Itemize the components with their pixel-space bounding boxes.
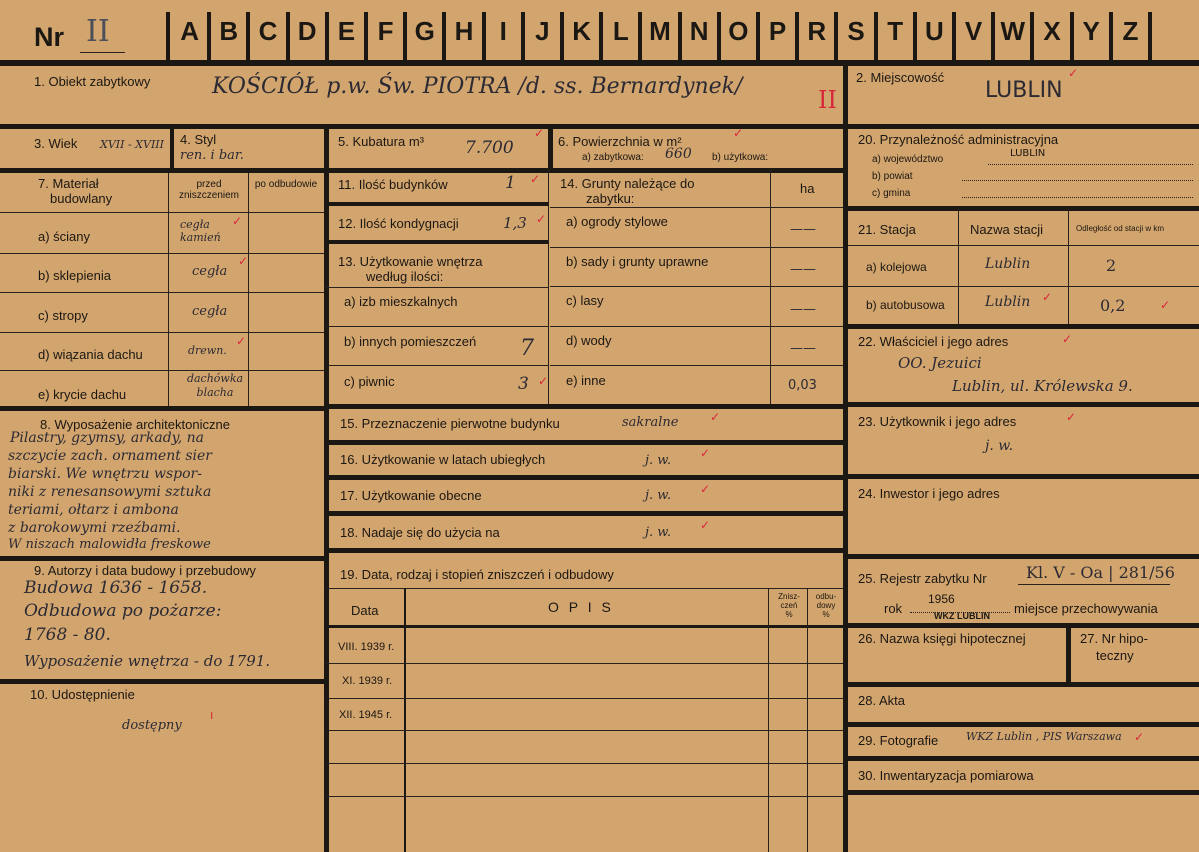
index-letter-j: J xyxy=(535,16,550,46)
field-25-place-label: miejsce przechowywania xyxy=(1014,601,1158,616)
index-letter-r: R xyxy=(807,16,827,46)
field-3-label: 3. Wiek xyxy=(34,136,78,151)
index-letter-n: N xyxy=(689,16,709,46)
field-13a-label: a) izb mieszkalnych xyxy=(344,294,458,309)
field-25-rok-label: rok xyxy=(884,601,903,616)
field-8-line-5: teriami, ołtarz i ambona xyxy=(8,502,179,518)
index-letter-s: S xyxy=(847,16,865,46)
index-letter-h: H xyxy=(454,16,474,46)
field-7e-label: e) krycie dachu xyxy=(38,387,127,402)
field-13b-value: 7 xyxy=(520,336,534,361)
field-28-label: 28. Akta xyxy=(858,693,905,708)
field-2-label: 2. Miejscowość xyxy=(856,70,945,85)
index-letter-v: V xyxy=(964,16,983,46)
field-21-col-dist: Odległość od stacji w km xyxy=(1076,224,1165,233)
field-14c-label: c) lasy xyxy=(566,293,604,308)
field-7e-value: dachówka blacha xyxy=(186,372,244,399)
field-19-col-data: Data xyxy=(351,603,379,618)
index-letter-c: C xyxy=(258,16,278,46)
field-19-col-od-3: % xyxy=(822,610,830,619)
field-21-col-name: Nazwa stacji xyxy=(970,222,1043,237)
field-18-value: j. w. xyxy=(645,525,672,540)
field-8-line-4: niki z renesansowymi sztuka xyxy=(8,484,212,500)
field-29-value: WKZ Lublin , PIS Warszawa xyxy=(966,730,1122,743)
index-letter-t: T xyxy=(887,16,904,46)
index-separator xyxy=(1148,12,1152,62)
field-1-mark: II xyxy=(818,86,837,114)
field-18-label: 18. Nadaje się do użycia na xyxy=(340,525,500,540)
field-7a-value: cegła kamień xyxy=(180,218,221,244)
field-15-label: 15. Przeznaczenie pierwotne budynku xyxy=(340,416,560,431)
field-7b-value: cegła xyxy=(192,264,228,279)
field-9-line-2: Odbudowa po pożarze: xyxy=(24,601,222,621)
field-21b-name: Lublin xyxy=(985,294,1031,310)
field-5-value: 7.700 xyxy=(465,138,514,158)
field-1-label: 1. Obiekt zabytkowy xyxy=(34,74,151,89)
field-7-label-1: 7. Materiał xyxy=(38,176,99,191)
field-14a-label: a) ogrody stylowe xyxy=(566,214,668,229)
field-24-label: 24. Inwestor i jego adres xyxy=(858,486,1000,501)
index-letter-o: O xyxy=(728,16,749,46)
field-14e-value: 0,03 xyxy=(788,378,817,393)
field-9-line-4: Wyposażenie wnętrza - do 1791. xyxy=(24,652,271,670)
field-8-line-2: szczycie zach. ornament sier xyxy=(8,448,212,464)
field-2-value: LUBLIN xyxy=(985,78,1063,103)
field-15-value: sakralne xyxy=(622,415,679,430)
field-7d-label: d) wiązania dachu xyxy=(38,347,143,362)
index-letter-d: D xyxy=(297,16,317,46)
field-23-value: j. w. xyxy=(985,438,1014,454)
field-6-sub1: a) zabytkowa: xyxy=(582,152,644,163)
index-letter-w: W xyxy=(1000,16,1026,46)
field-22-line-1: OO. Jezuici xyxy=(898,354,982,372)
field-22-label: 22. Właściciel i jego adres xyxy=(858,334,1009,349)
field-16-value: j. w. xyxy=(645,453,672,468)
field-19-col-zn-2: czeń xyxy=(780,601,798,610)
field-19-col-zn-1: Znisz- xyxy=(778,592,800,601)
field-1-value: KOŚCIÓŁ p.w. Św. PIOTRA /d. ss. Bernardynek/ xyxy=(212,74,743,99)
field-19-date-3: XII. 1945 r. xyxy=(339,709,393,721)
field-13c-label: c) piwnic xyxy=(344,374,395,389)
field-14a-value: —— xyxy=(790,222,816,237)
index-letter-x: X xyxy=(1043,16,1061,46)
field-14-unit: ha xyxy=(800,181,815,196)
field-27-label-2: teczny xyxy=(1096,648,1134,663)
index-letter-l: L xyxy=(612,16,629,46)
field-7-col2: po odbudowie xyxy=(254,179,318,190)
field-22-line-2: Lublin, ul. Królewska 9. xyxy=(952,377,1133,395)
index-letter-m: M xyxy=(649,16,671,46)
index-letter-f: F xyxy=(377,16,394,46)
field-19-col-zn-3: % xyxy=(785,610,793,619)
field-13c-value: 3 xyxy=(518,374,529,394)
field-25-place-value: WKZ LUBLIN xyxy=(934,611,990,621)
field-29-label: 29. Fotografie xyxy=(858,733,939,748)
field-16-label: 16. Użytkowanie w latach ubiegłych xyxy=(340,452,546,467)
field-5-label: 5. Kubatura m³ xyxy=(338,134,424,149)
index-letter-y: Y xyxy=(1082,16,1100,46)
field-4-label: 4. Styl xyxy=(180,132,217,147)
index-letter-z: Z xyxy=(1122,16,1139,46)
record-card: Nr II A B C D E F G H I J K L M N O P R S T U V W X Y Z 1. Obiekt zabytkowy KOŚCIÓŁ p.w. Św. PIOTRA /d. ss. Bernardynek/ II 2. Miejscowość LUBLIN ✓ 3. Wiek XVII - XVIII 4. Styl ren. i bar. 5. Kubatura m³ 7.700 ✓ 6. Powierzchnia w m² a) zabytkowa: 660 b) użytkowa: ✓ 20. Przynależność administracyjna a) województwo LUBLIN b) powiat c) gmina 7. Materiał budowlany przed zniszczeniem po odbudowie a) ściany cegła kamień b) sklepienia cegła c) stropy cegła d) wiązania dachu drewn. e) krycie dachu dachówka blacha ✓ ✓ ✓ 8. Wyposażenie architektoniczne Pilastry, gzymsy, arkady, na szczycie zach. ornament sier biarski. We wnętrzu wspor- niki z renesansowymi sztuka teriami, ołtarz i ambona z barokowymi rzeźbami. W niszach malowidła freskowe 9. Autorzy i data budowy i przebudowy Budowa 1636 - 1658. Odbudowa po pożarze: 1768 - 80. Wyposażenie wnętrza - do 1791. 10. Udostępnienie dostępny ı 11. Ilość budynków 1 ✓ 12. Ilość kondygnacji 1,3 ✓ 13. Użytkowanie wnętrza według ilości: a) izb mieszkalnych b) innych pomieszczeń 7 c) piwnic 3 ✓ 14. Grunty należące do zabytku: ha a) ogrody stylowe —— b) sady i grunty uprawne —— c) lasy —— d) wody —— e) inne 0,03 15. Przeznaczenie pierwotne budynku sakralne ✓ 16. Użytkowanie w latach ubiegłych j. w. ✓ 17. Użytkowanie obecne j. w. ✓ 18. Nadaje się do użycia na j. w. ✓ 19. Data, rodzaj i stopień zniszczeń i odbudowy Data O P I S Znisz- czeń % odbu- dowy % VIII. 1939 r. XI. 1939 r. XII. 1945 r. 21. Stacja Nazwa stacji Odległość od stacji w km a) kolejowa Lublin 2 b) autobusowa Lublin 0,2 ✓ ✓ 22. Właściciel i jego adres ✓ OO. Jezuici Lublin, ul. Królewska 9. 23. Użytkownik i jego adres ✓ j. w. 24. Inwestor i jego adres 25. Rejestr zabytku Nr Kl. V - Oa | 281/56 rok 1956 WKZ LUBLIN miejsce przechowywania 26. Nazwa księgi hipotecznej 27. Nr hipo- teczny 28. Akta 29. Fotografie WKZ Lublin , PIS Warszawa ✓ 30. Inwentaryzacja pomiarowa xyxy=(0,0,1199,852)
field-25-value: Kl. V - Oa | 281/56 xyxy=(1026,563,1175,582)
field-14-label-1: 14. Grunty należące do xyxy=(560,176,695,191)
field-14d-value: —— xyxy=(790,341,816,356)
field-3-value: XVII - XVIII xyxy=(100,138,164,151)
field-14c-value: —— xyxy=(790,302,816,317)
field-11-label: 11. Ilość budynków xyxy=(338,177,448,192)
field-21a-dist: 2 xyxy=(1106,256,1117,275)
field-20-label: 20. Przynależność administracyjna xyxy=(858,132,1059,147)
field-12-label: 12. Ilość kondygnacji xyxy=(338,216,459,231)
field-11-value: 1 xyxy=(505,173,516,193)
field-8-line-1: Pilastry, gzymsy, arkady, na xyxy=(10,430,204,446)
field-9-label: 9. Autorzy i data budowy i przebudowy xyxy=(34,563,256,578)
field-21b-dist: 0,2 xyxy=(1100,296,1126,315)
field-26-label: 26. Nazwa księgi hipotecznej xyxy=(858,631,1026,646)
field-23-label: 23. Użytkownik i jego adres xyxy=(858,414,1017,429)
index-letter-k: K xyxy=(572,16,591,46)
field-6-sub2: b) użytkowa: xyxy=(712,152,769,163)
field-19-col-od xyxy=(808,592,844,619)
field-7c-value: cegła xyxy=(192,304,228,319)
field-19-col-opis: O P I S xyxy=(548,599,614,615)
field-14d-label: d) wody xyxy=(566,333,612,348)
field-7-col1: przed zniszczeniem xyxy=(178,179,240,201)
field-13-label-1: 13. Użytkowanie wnętrza xyxy=(338,254,483,269)
field-14b-value: —— xyxy=(790,262,816,277)
index-letter-a: A xyxy=(180,16,199,46)
field-20c-label: c) gmina xyxy=(872,188,911,199)
field-4-value: ren. i bar. xyxy=(180,148,244,163)
field-8-line-3: biarski. We wnętrzu wspor- xyxy=(8,466,202,482)
field-17-label: 17. Użytkowanie obecne xyxy=(340,488,482,503)
nr-value: II xyxy=(86,14,110,49)
field-6-label: 6. Powierzchnia w m² xyxy=(558,134,682,149)
field-8-label: 8. Wyposażenie architektoniczne xyxy=(40,417,230,432)
field-25-label: 25. Rejestr zabytku Nr xyxy=(858,571,987,586)
field-25-rok-value: 1956 xyxy=(928,592,955,606)
field-10-label: 10. Udostępnienie xyxy=(30,687,135,702)
field-7d-value: drewn. xyxy=(188,344,227,357)
field-7b-label: b) sklepienia xyxy=(38,268,111,283)
field-21-label: 21. Stacja xyxy=(858,222,916,237)
field-9-line-3: 1768 - 80. xyxy=(24,625,111,645)
index-letter-b: B xyxy=(219,16,239,46)
field-19-date-2: XI. 1939 r. xyxy=(342,675,393,687)
field-6-sub1-value: 660 xyxy=(665,146,692,162)
field-13b-label: b) innych pomieszczeń xyxy=(344,334,477,349)
field-19-col-od-2: dowy xyxy=(816,601,836,610)
field-21a-label: a) kolejowa xyxy=(866,260,927,274)
field-19-label: 19. Data, rodzaj i stopień zniszczeń i odbudowy xyxy=(340,567,614,582)
field-7-label-2: budowlany xyxy=(50,191,113,206)
field-14-label-2: zabytku: xyxy=(586,191,635,206)
field-20b-label: b) powiat xyxy=(872,171,913,182)
index-letter-e: E xyxy=(337,16,356,46)
field-7a-label: a) ściany xyxy=(38,229,91,244)
field-30-label: 30. Inwentaryzacja pomiarowa xyxy=(858,768,1034,783)
field-20a-label: a) województwo xyxy=(872,154,944,165)
field-14e-label: e) inne xyxy=(566,373,606,388)
index-letter-i: I xyxy=(499,16,507,46)
index-letter-u: U xyxy=(925,16,944,46)
field-8-line-7: W niszach malowidła freskowe xyxy=(8,537,211,552)
index-letter-g: G xyxy=(414,16,435,46)
index-letter-p: P xyxy=(768,16,787,46)
field-19-date-1: VIII. 1939 r. xyxy=(338,641,395,653)
field-9-line-1: Budowa 1636 - 1658. xyxy=(24,578,208,598)
field-13-label-2: według ilości: xyxy=(366,269,444,284)
field-21b-label: b) autobusowa xyxy=(866,298,945,312)
field-14b-label: b) sady i grunty uprawne xyxy=(566,254,709,269)
nr-label: Nr xyxy=(34,22,65,52)
field-19-col-od-1: odbu- xyxy=(815,592,837,601)
field-20a-value: LUBLIN xyxy=(1010,148,1046,159)
field-21a-name: Lublin xyxy=(985,256,1031,272)
field-12-value: 1,3 xyxy=(503,214,527,232)
field-7c-label: c) stropy xyxy=(38,308,88,323)
field-19-col-zn xyxy=(770,592,808,619)
field-27-label-1: 27. Nr hipo- xyxy=(1080,631,1148,646)
field-17-value: j. w. xyxy=(645,488,672,503)
field-8-line-6: z barokowymi rzeźbami. xyxy=(8,520,181,536)
field-10-value: dostępny xyxy=(122,718,182,733)
